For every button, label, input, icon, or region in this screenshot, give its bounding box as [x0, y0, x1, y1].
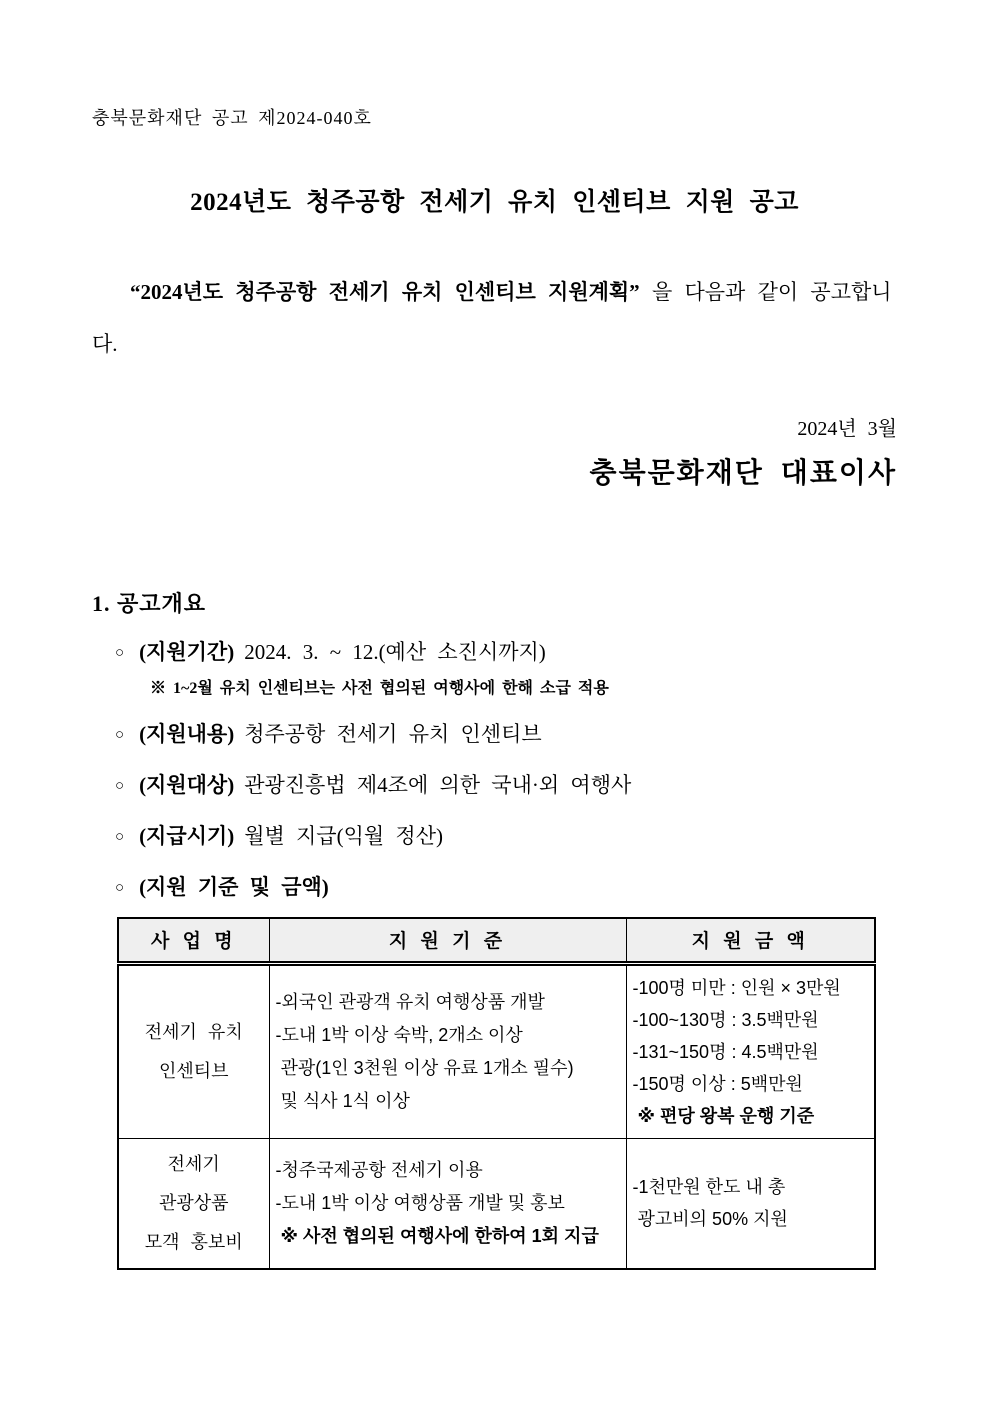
- support-criteria-table: [117, 917, 876, 1270]
- cell-support-amount: [626, 1138, 875, 1269]
- table-row: [118, 1138, 875, 1269]
- business-name-line: 모객 홍보비: [144, 1231, 243, 1252]
- business-name-line: 관광상품: [158, 1192, 229, 1213]
- overview-item-4: [115, 872, 897, 904]
- overview-item-0: [115, 637, 897, 669]
- criteria-line: -청주국제공항 전세기 이용: [275, 1159, 483, 1180]
- cell-business-name: [118, 1138, 269, 1269]
- circle-bullet-icon: ○: [115, 778, 125, 794]
- item-note: ※ 1~2월 유치 인센티브는 사전 협의된 여행사에 한해 소급 적용: [150, 680, 609, 697]
- item-label: (지원대상): [139, 773, 235, 797]
- item-text: 월별 지급(익월 정산): [244, 824, 443, 848]
- business-name-line: 전세기: [167, 1153, 220, 1174]
- doc-number: 충북문화재단 공고 제2024-040호: [92, 108, 372, 128]
- cell-support-criteria: [269, 1138, 626, 1269]
- circle-bullet-icon: ○: [115, 727, 125, 743]
- doc-date: 2024년 3월: [797, 418, 897, 440]
- item-text: 2024. 3. ~ 12.(예산 소진시까지): [244, 640, 546, 664]
- amount-line: 광고비의 50% 지원: [632, 1209, 788, 1229]
- criteria-line: -도내 1박 이상 숙박, 2개소 이상: [275, 1024, 523, 1045]
- item-label: (지급시기): [139, 824, 235, 848]
- amount-line: -100명 미만 : 인원 × 3만원: [632, 977, 841, 998]
- criteria-line: -도내 1박 이상 여행상품 개발 및 홍보: [275, 1192, 565, 1213]
- criteria-line: 관광(1인 3천원 이상 유료 1개소 필수): [275, 1057, 574, 1078]
- table-row: [118, 963, 875, 1138]
- cell-business-name: [118, 963, 269, 1138]
- business-name-line: 전세기 유치: [144, 1021, 243, 1042]
- amount-line: -100~130명 : 3.5백만원: [632, 1009, 819, 1030]
- col-header-support-amount: 지 원 금 액: [626, 918, 875, 963]
- amount-line: -1천만원 한도 내 총: [632, 1177, 786, 1197]
- cell-support-amount: [626, 963, 875, 1138]
- cell-support-criteria: [269, 963, 626, 1138]
- intro-rest: 을 다음과 같이 공고합니다.: [92, 280, 892, 356]
- business-name-line: 인센티브: [158, 1060, 229, 1081]
- overview-item-1: [115, 719, 897, 751]
- doc-title: 2024년도 청주공항 전세기 유치 인센티브 지원 공고: [190, 189, 799, 216]
- criteria-line: 및 식사 1식 이상: [275, 1090, 410, 1111]
- item-label: (지원기간): [139, 640, 235, 664]
- col-header-support-criteria: 지 원 기 준: [269, 918, 626, 963]
- circle-bullet-icon: ○: [115, 880, 125, 896]
- col-header-business-name: 사 업 명: [118, 918, 269, 963]
- overview-item-3: [115, 821, 897, 853]
- intro-quote: “2024년도 청주공항 전세기 유치 인센티브 지원계획”: [130, 280, 640, 304]
- item-text: 청주공항 전세기 유치 인센티브: [244, 722, 542, 746]
- table-header-row: [118, 918, 875, 963]
- section-heading-overview: 1. 공고개요: [92, 591, 207, 616]
- item-label: (지원 기준 및 금액): [139, 875, 329, 899]
- overview-item-2: [115, 770, 897, 802]
- amount-line: -131~150명 : 4.5백만원: [632, 1041, 819, 1062]
- item-label: (지원내용): [139, 722, 235, 746]
- circle-bullet-icon: ○: [115, 829, 125, 845]
- criteria-line: -외국인 관광객 유치 여행상품 개발: [275, 991, 545, 1012]
- intro-paragraph: [92, 266, 897, 370]
- amount-line: ※ 편당 왕복 운행 기준: [632, 1105, 815, 1126]
- doc-signer: 충북문화재단 대표이사: [589, 458, 897, 489]
- criteria-line: ※ 사전 협의된 여행사에 한하여 1회 지급: [275, 1225, 599, 1246]
- item-text: 관광진흥법 제4조에 의한 국내·외 여행사: [244, 773, 632, 797]
- circle-bullet-icon: ○: [115, 645, 125, 661]
- overview-item-list: [92, 637, 897, 904]
- amount-line: -150명 이상 : 5백만원: [632, 1073, 803, 1094]
